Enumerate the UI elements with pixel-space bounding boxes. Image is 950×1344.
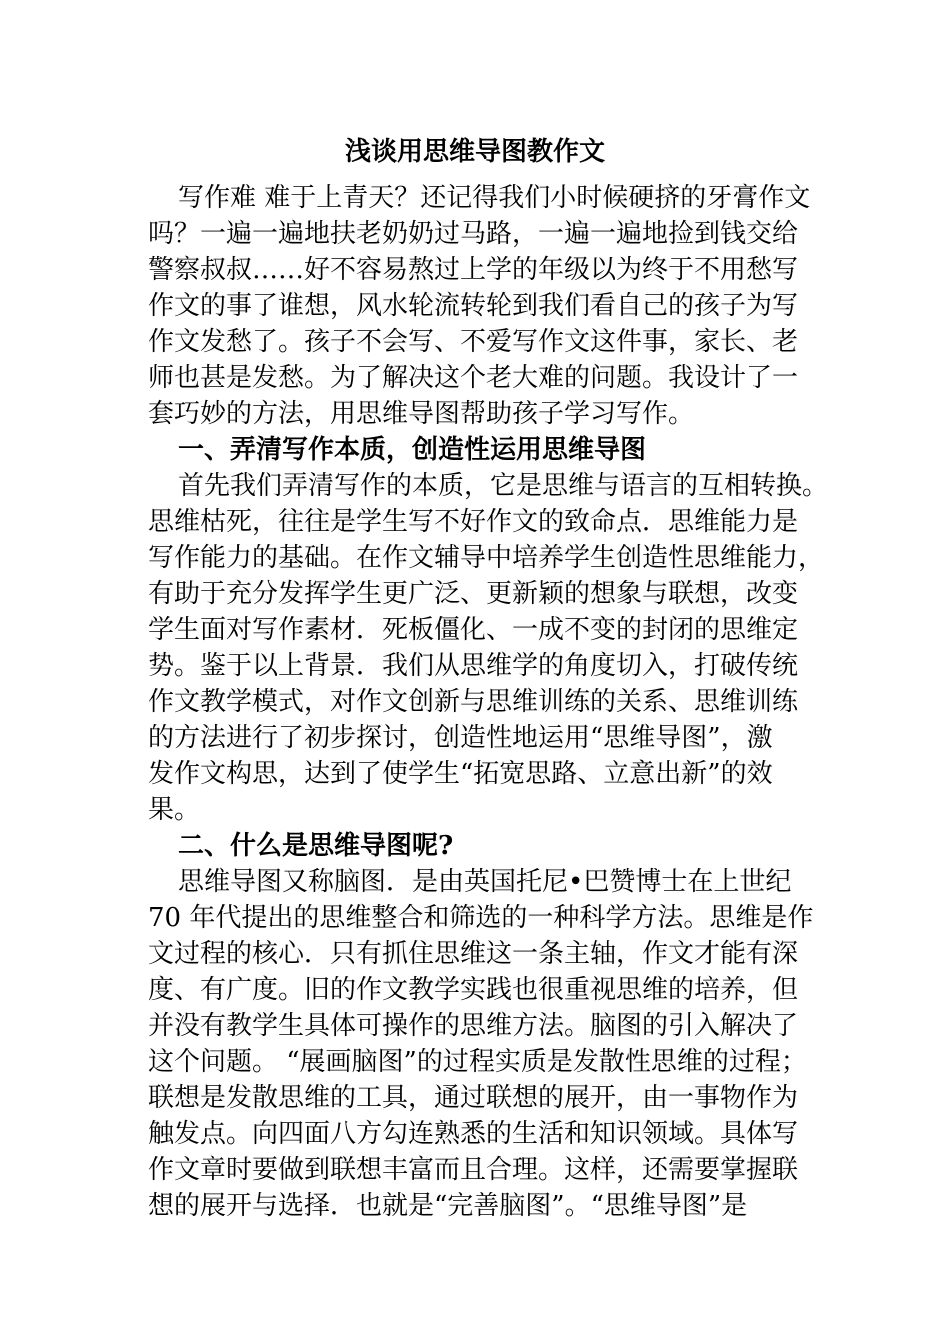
paragraph-line: 思维导图又称脑图．是由英国托尼•巴赞博士在上世纪 <box>178 867 792 897</box>
paragraph-line: 学生面对写作素材．死板僵化、一成不变的封闭的思维定 <box>148 615 799 645</box>
paragraph-line: 写作难 难于上青天？还记得我们小时候硬挤的牙膏作文 <box>178 183 811 213</box>
paragraph-line: 师也甚是发愁。为了解决这个老大难的问题。我设计了一 <box>148 363 799 393</box>
paragraph-line: 作文的事了谁想，风水轮流转轮到我们看自己的孩子为写 <box>148 291 799 321</box>
paragraph-line: 的方法进行了初步探讨，创造性地运用“思维导图”，激 <box>148 723 773 753</box>
paragraph-line: 套巧妙的方法，用思维导图帮助孩子学习写作。 <box>148 399 695 429</box>
paragraph-line: 写作能力的基础。在作文辅导中培养学生创造性思维能力， <box>148 543 825 573</box>
paragraph-line: 有助于充分发挥学生更广泛、更新颖的想象与联想，改变 <box>148 579 799 609</box>
paragraph-line: 果。 <box>148 795 201 825</box>
paragraph-line: 作文发愁了。孩子不会写、不爱写作文这件事，家长、老 <box>148 327 799 357</box>
section-heading: 一、弄清写作本质，创造性运用思维导图 <box>178 435 647 465</box>
paragraph-line: 作文章时要做到联想丰富而且合理。这样，还需要掌握联 <box>148 1155 799 1185</box>
paragraph-line: 首先我们弄清写作的本质，它是思维与语言的互相转换。 <box>178 471 829 501</box>
paragraph-line: 度、有广度。旧的作文教学实践也很重视思维的培养，但 <box>148 975 799 1005</box>
paragraph-line: 发作文构思，达到了使学生“拓宽思路、立意出新”的效 <box>148 759 773 789</box>
paragraph-line: 想的展开与选择．也就是“完善脑图”。“思维导图”是 <box>148 1191 748 1221</box>
paragraph-line: 这个问题。 “展画脑图”的过程实质是发散性思维的过程； <box>148 1047 807 1077</box>
section-heading: 二、什么是思维导图呢? <box>178 831 454 861</box>
paragraph-line: 联想是发散思维的工具，通过联想的展开，由一事物作为 <box>148 1083 799 1113</box>
paragraph-line: 警察叔叔……好不容易熬过上学的年级以为终于不用愁写 <box>148 255 799 285</box>
paragraph-line: 作文教学模式，对作文创新与思维训练的关系、思维训练 <box>148 687 799 717</box>
paragraph-line: 触发点。向四面八方勾连熟悉的生活和知识领域。具体写 <box>148 1119 799 1149</box>
paragraph-line: 并没有教学生具体可操作的思维方法。脑图的引入解决了 <box>148 1011 799 1041</box>
paragraph-line: 70 年代提出的思维整合和筛选的一种科学方法。思维是作 <box>148 903 814 933</box>
paragraph-line: 文过程的核心．只有抓住思维这一条主轴，作文才能有深 <box>148 939 799 969</box>
paragraph-line: 吗？一遍一遍地扶老奶奶过马路，一遍一遍地捡到钱交给 <box>148 219 799 249</box>
paragraph-line: 思维枯死，往往是学生写不好作文的致命点．思维能力是 <box>148 507 799 537</box>
paragraph-line: 势。鉴于以上背景．我们从思维学的角度切入，打破传统 <box>148 651 799 681</box>
document-title: 浅谈用思维导图教作文 <box>344 137 605 167</box>
